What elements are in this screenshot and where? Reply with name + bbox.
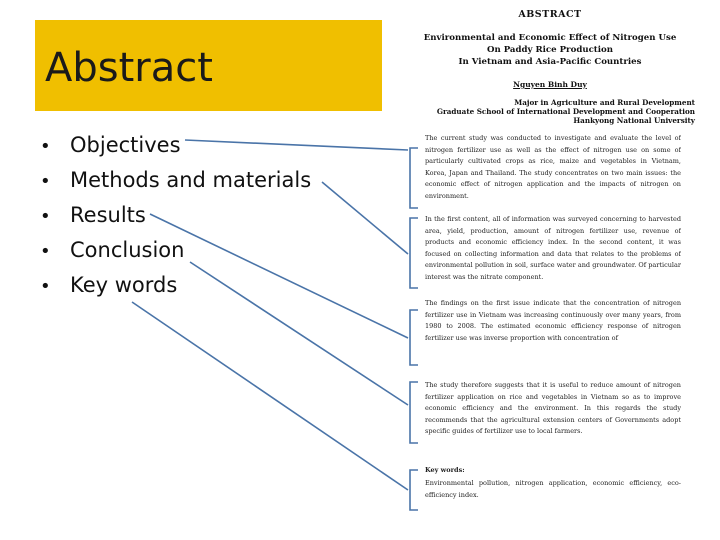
bullet-label: Results bbox=[70, 203, 146, 227]
connector-keywords bbox=[132, 302, 408, 490]
objectives-paragraph: The current study was conducted to investigate and evaluate the level of nitrogen fertilizer use as well as the effect of nitrogen use on some of particularly cultivated crops as rice, maize and vegetables in Vietnam, Korea, Japan and Thailand. The study concentrates on two main issues: the economic effect of nitrogen application and the impacts of nitrogen on environment. bbox=[425, 134, 681, 200]
bracket-methods bbox=[410, 218, 418, 288]
paper-affiliation-2: Graduate School of International Development and Cooperation bbox=[436, 107, 695, 116]
bullet-label: Objectives bbox=[70, 133, 181, 157]
keywords-paragraph: Environmental pollution, nitrogen application, economic efficiency, eco-efficiency index. bbox=[425, 479, 681, 499]
results-paragraph: The findings on the first issue indicate that the concentration of nitrogen fertilizer use in Vietnam was increasing continuously over many years, from 1980 to 2008. The estimated economic efficiency response of nitrogen fertilizer use was inverse proportion with concentration of bbox=[425, 299, 681, 342]
paper-title-line-1: Environmental and Economic Effect of Nitrogen Use bbox=[423, 33, 677, 43]
bracket-results bbox=[410, 310, 418, 365]
conclusion-paragraph: The study therefore suggests that it is useful to reduce amount of nitrogen fertilizer application on rice and vegetables in Vietnam so as to improve economic efficiency and the environment. In this regards the study recommends that the agricultural extension centers of Governments adopt specific guides of fertilizer use to local farmers. bbox=[425, 381, 681, 435]
bullet-dot-icon: • bbox=[40, 276, 51, 297]
bullet-dot-icon: • bbox=[40, 171, 51, 192]
connector-methods bbox=[322, 182, 408, 254]
paper-heading: ABSTRACT bbox=[518, 9, 582, 20]
bullet-label: Conclusion bbox=[70, 238, 185, 262]
paper-affiliation-3: Hankyong National University bbox=[573, 116, 695, 125]
bullet-label: Key words bbox=[70, 273, 178, 297]
bullet-dot-icon: • bbox=[40, 136, 51, 157]
bullet-dot-icon: • bbox=[40, 206, 51, 227]
methods-paragraph: In the first content, all of information was surveyed concerning to harvested area, yield, production, amount of nitrogen fertilizer use, revenue of products and economic efficiency index. In the second content, it was focused on collecting information and data that relates to the problems of environmental pollution in soil, surface water and groundwater. Of particular interest was the nitrate component. bbox=[425, 215, 681, 281]
bracket-keywords bbox=[410, 470, 418, 510]
connector-objectives bbox=[185, 140, 408, 150]
bracket-objectives bbox=[410, 148, 418, 208]
keywords-title-text: Key words: bbox=[425, 466, 465, 474]
paper-title-line-2: On Paddy Rice Production bbox=[486, 45, 614, 55]
slide-title: Abstract bbox=[45, 45, 213, 91]
bullet-label: Methods and materials bbox=[70, 168, 312, 192]
paper-title-line-3: In Vietnam and Asia-Pacific Countries bbox=[458, 57, 642, 67]
bracket-conclusion bbox=[410, 382, 418, 443]
bullet-dot-icon: • bbox=[40, 241, 51, 262]
connector-conclusion bbox=[190, 262, 408, 405]
connector-results bbox=[150, 214, 408, 338]
paper-author: Nguyen Binh Duy bbox=[513, 80, 587, 89]
paper-affiliation-1: Major in Agriculture and Rural Development bbox=[514, 98, 695, 107]
